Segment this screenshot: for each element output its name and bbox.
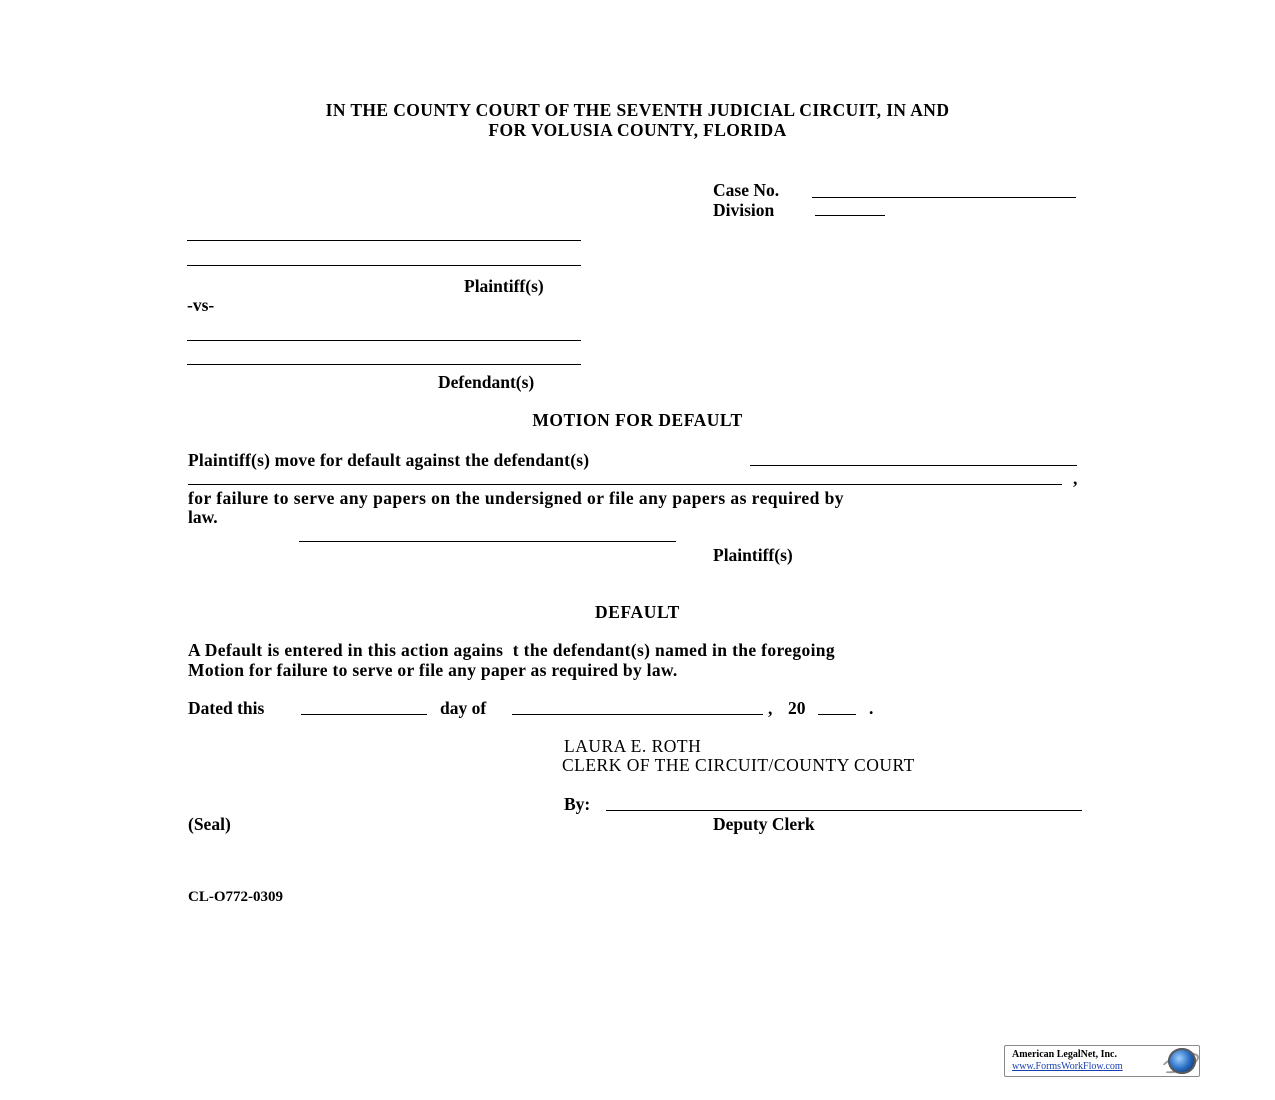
month-blank[interactable]	[512, 714, 763, 715]
badge-company: American LegalNet, Inc.	[1012, 1049, 1117, 1060]
motion-text-start: Plaintiff(s) move for default against the defendant(s)	[188, 450, 590, 470]
vs-label: -vs-	[187, 295, 215, 315]
default-text-line2: Motion for failure to serve or file any paper as required by law.	[188, 660, 678, 680]
default-text-line1: A Default is entered in this action agains t the defendant(s) named in the foregoing	[188, 640, 835, 660]
motion-comma: ,	[1073, 468, 1078, 488]
clerk-name: LAURA E. ROTH	[564, 736, 702, 756]
deputy-clerk-label: Deputy Clerk	[713, 814, 815, 834]
deputy-clerk-signature-line[interactable]	[606, 810, 1082, 811]
dated-this-label: Dated this	[188, 698, 265, 718]
motion-text-line4: law.	[188, 507, 218, 527]
year-prefix: 20	[788, 698, 806, 718]
globe-icon	[1168, 1048, 1196, 1074]
court-caption-line1: IN THE COUNTY COURT OF THE SEVENTH JUDICIAL CIRCUIT, IN AND	[325, 100, 950, 120]
case-no-blank[interactable]	[812, 197, 1076, 198]
year-blank[interactable]	[818, 714, 856, 715]
americanlegalnet-badge[interactable]	[1004, 1045, 1200, 1077]
default-title: DEFAULT	[595, 602, 680, 622]
by-label: By:	[564, 794, 591, 814]
case-no-label: Case No.	[713, 180, 780, 200]
plaintiff-signature-line[interactable]	[299, 541, 676, 542]
defendant-name-line-2[interactable]	[187, 364, 581, 365]
plaintiff-name-line-1[interactable]	[187, 240, 581, 241]
court-caption-line2: FOR VOLUSIA COUNTY, FLORIDA	[488, 120, 787, 140]
defendant-name-line-1[interactable]	[187, 340, 581, 341]
plaintiff-name-line-2[interactable]	[187, 265, 581, 266]
day-blank[interactable]	[301, 714, 427, 715]
seal-label: (Seal)	[188, 814, 231, 834]
form-code: CL-O772-0309	[188, 889, 283, 905]
plaintiff-signature-label: Plaintiff(s)	[713, 545, 793, 565]
defendant-name-blank-1[interactable]	[750, 465, 1077, 466]
dated-period: .	[869, 698, 874, 718]
motion-text-line3: for failure to serve any papers on the undersigned or file any papers as required by	[188, 488, 844, 508]
defendant-name-blank-2[interactable]	[188, 484, 1062, 485]
division-label: Division	[713, 200, 775, 220]
day-of-label: day of	[440, 698, 487, 718]
clerk-title: CLERK OF THE CIRCUIT/COUNTY COURT	[562, 755, 915, 775]
division-blank[interactable]	[815, 215, 885, 216]
plaintiff-label: Plaintiff(s)	[464, 276, 544, 296]
motion-title: MOTION FOR DEFAULT	[532, 410, 743, 430]
dated-comma: ,	[768, 698, 773, 718]
badge-url-link[interactable]: www.FormsWorkFlow.com	[1012, 1061, 1123, 1072]
defendant-label: Defendant(s)	[438, 372, 535, 392]
